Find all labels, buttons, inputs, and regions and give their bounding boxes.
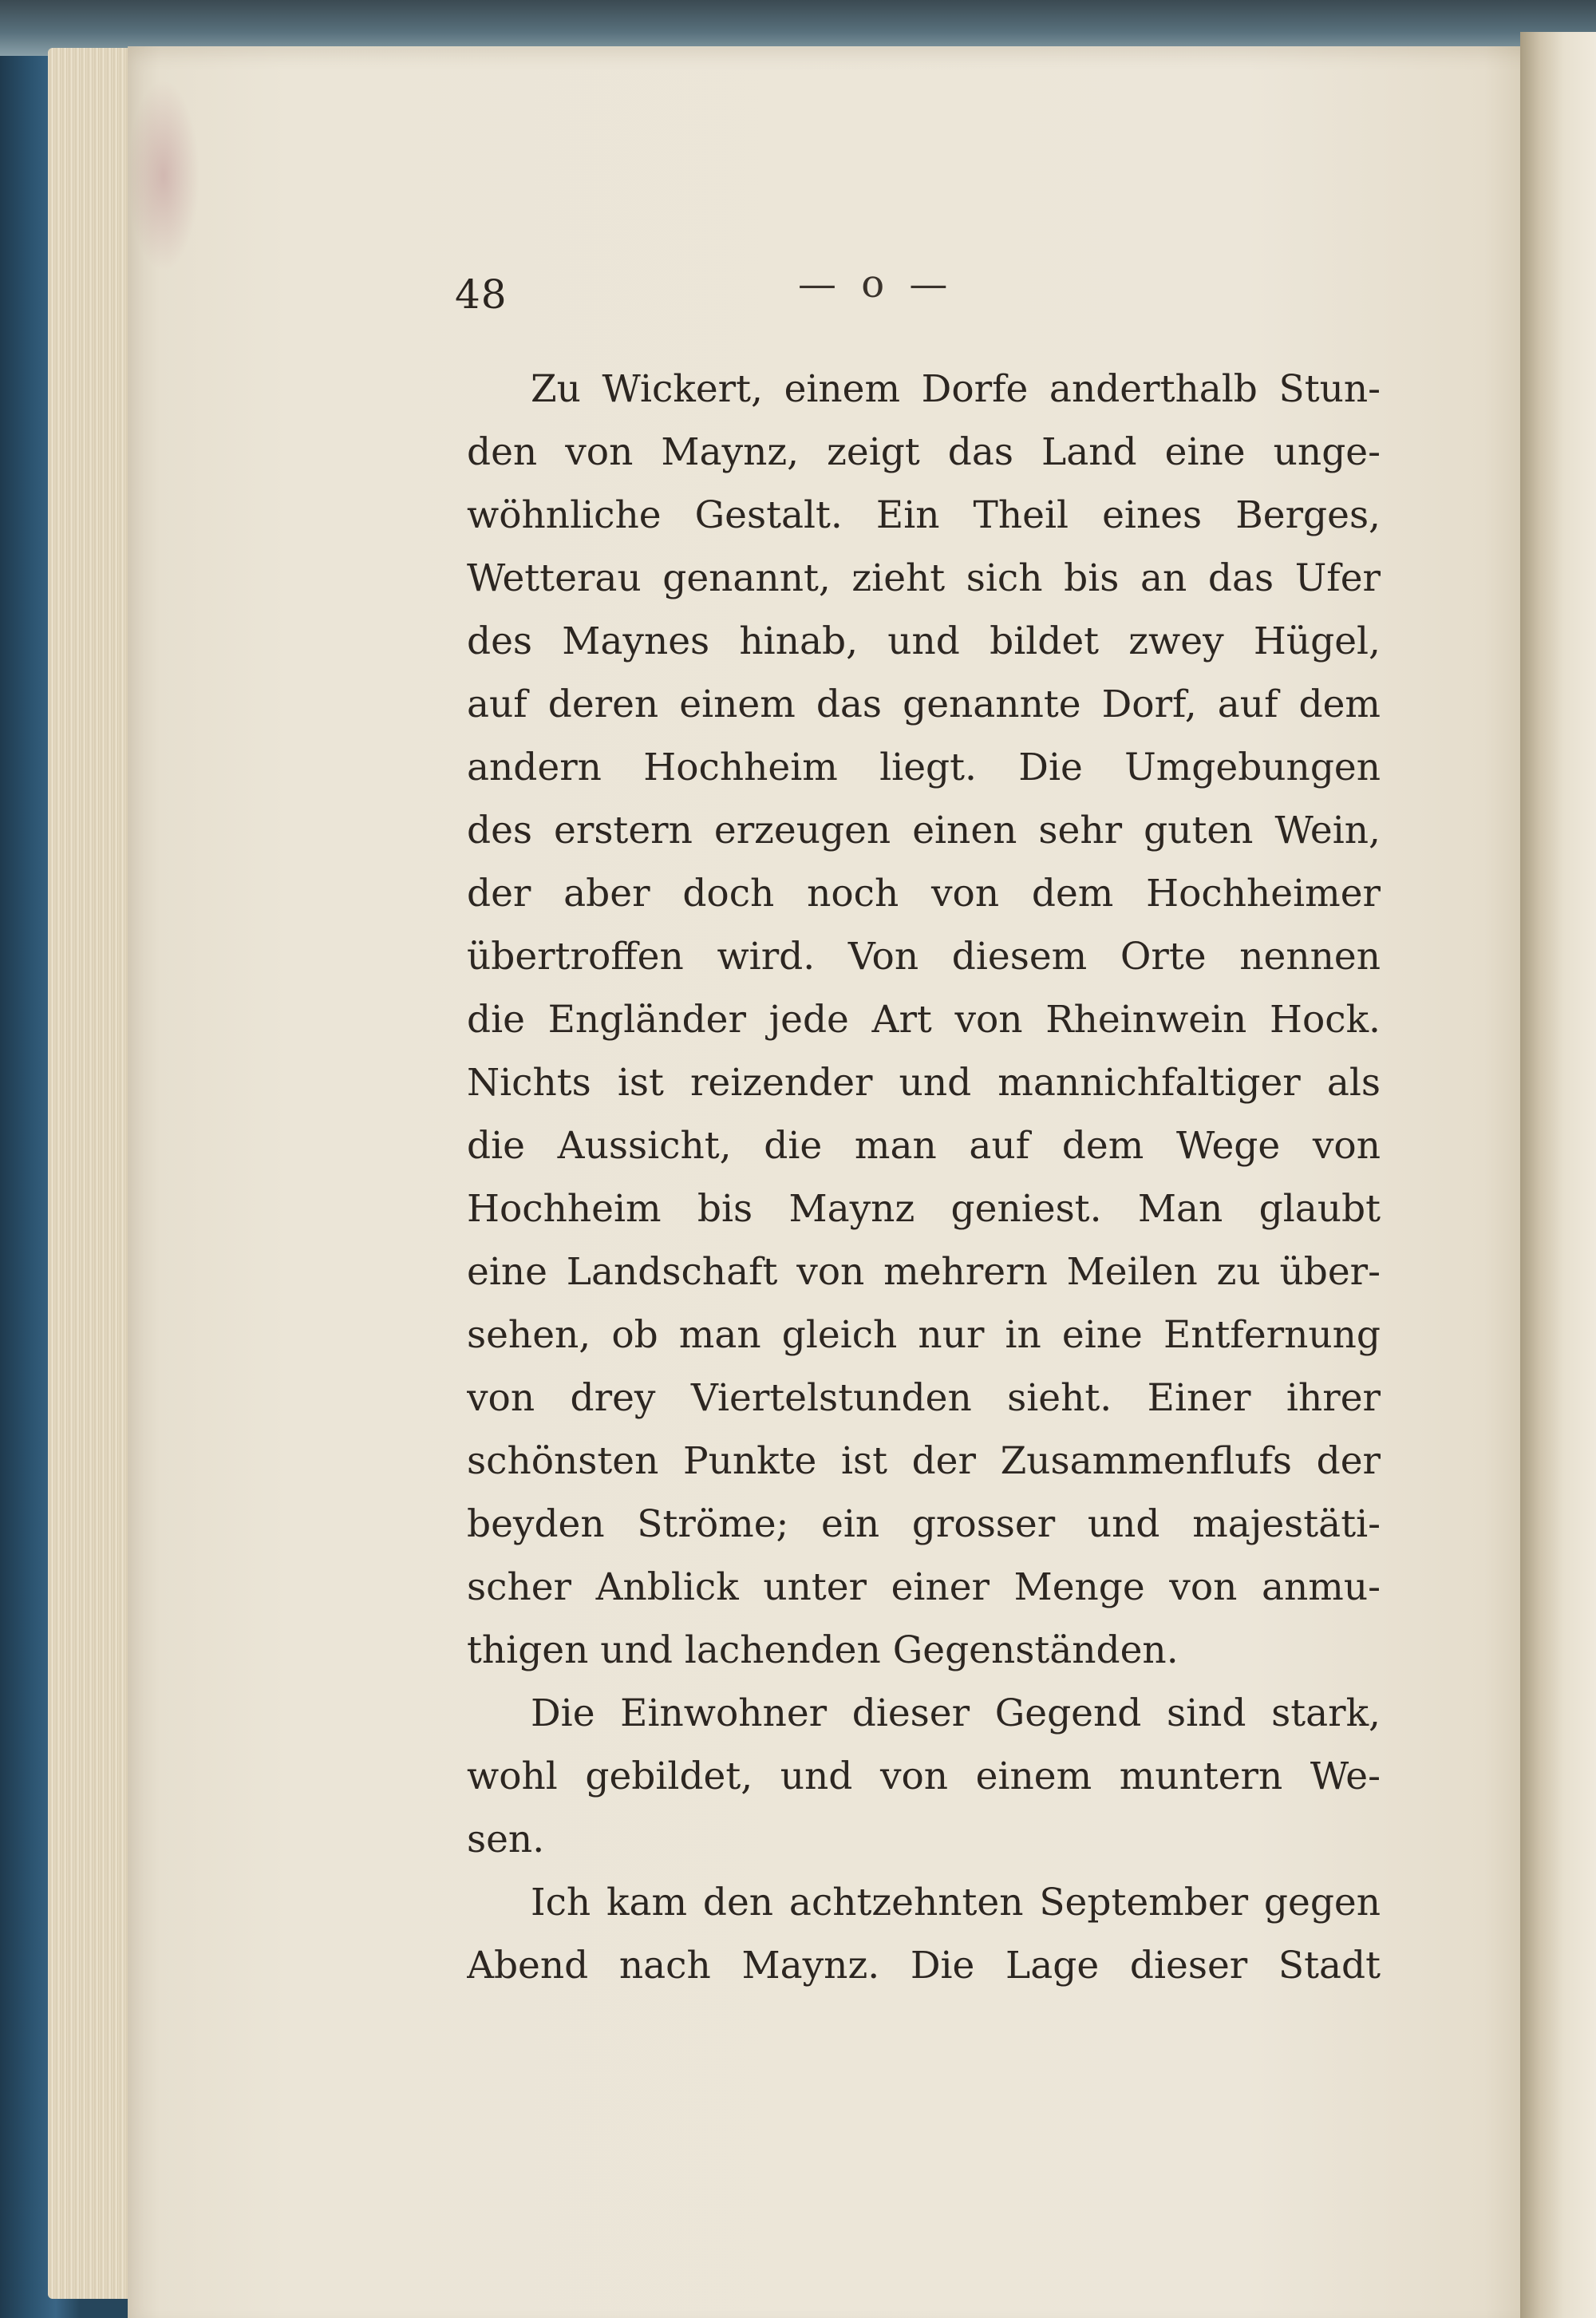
text-line: beyden Ströme; ein grosser und majestäti-: [467, 1502, 1381, 1546]
body-text: [467, 358, 1381, 1997]
text-line: Die Einwohner dieser Gegend sind stark,: [531, 1691, 1381, 1735]
text-line: schönsten Punkte ist der Zusammenflufs der: [467, 1439, 1381, 1483]
text-line: wohl gebildet, und von einem muntern We-: [467, 1754, 1381, 1798]
text-line: übertroffen wird. Von diesem Orte nennen: [467, 935, 1381, 979]
page-stain: [128, 80, 200, 271]
text-line: andern Hochheim liegt. Die Umgebungen: [467, 746, 1381, 789]
text-line: die Aussicht, die man auf dem Wege von: [467, 1124, 1381, 1168]
running-head: — o —: [798, 262, 954, 307]
text-line: die Engländer jede Art von Rheinwein Hock.: [467, 998, 1381, 1042]
text-line: Zu Wickert, einem Dorfe anderthalb Stun-: [531, 367, 1381, 411]
facing-page-gutter: [1520, 32, 1596, 2318]
text-line: Hochheim bis Maynz geniest. Man glaubt: [467, 1187, 1381, 1231]
page-number: 48: [455, 271, 508, 318]
text-line: scher Anblick unter einer Menge von anmu-: [467, 1565, 1381, 1609]
text-line: Wetterau genannt, zieht sich bis an das Ufer: [467, 556, 1381, 600]
paragraph: [467, 1682, 1381, 1871]
paragraph: [467, 1871, 1381, 1997]
text-line: Nichts ist reizender und mannichfaltiger als: [467, 1061, 1381, 1105]
text-line: den von Maynz, zeigt das Land eine unge-: [467, 430, 1381, 474]
paragraph: [467, 358, 1381, 1682]
text-line: des Maynes hinab, und bildet zwey Hügel,: [467, 619, 1381, 663]
text-line: Ich kam den achtzehnten September gegen: [531, 1881, 1381, 1924]
text-line: sen.: [467, 1818, 545, 1861]
text-line: wöhnliche Gestalt. Ein Theil eines Berges,: [467, 493, 1381, 537]
text-line: auf deren einem das genannte Dorf, auf dem: [467, 682, 1381, 726]
text-line: sehen, ob man gleich nur in eine Entfernung: [467, 1313, 1381, 1357]
text-line: Abend nach Maynz. Die Lage dieser Stadt: [467, 1944, 1381, 1988]
text-line: der aber doch noch von dem Hochheimer: [467, 872, 1381, 916]
text-line: eine Landschaft von mehrern Meilen zu über-: [467, 1250, 1381, 1294]
text-line: des erstern erzeugen einen sehr guten Wein,: [467, 809, 1381, 852]
text-line: von drey Viertelstunden sieht. Einer ihrer: [467, 1376, 1381, 1420]
text-line: thigen und lachenden Gegenständen.: [467, 1628, 1179, 1672]
